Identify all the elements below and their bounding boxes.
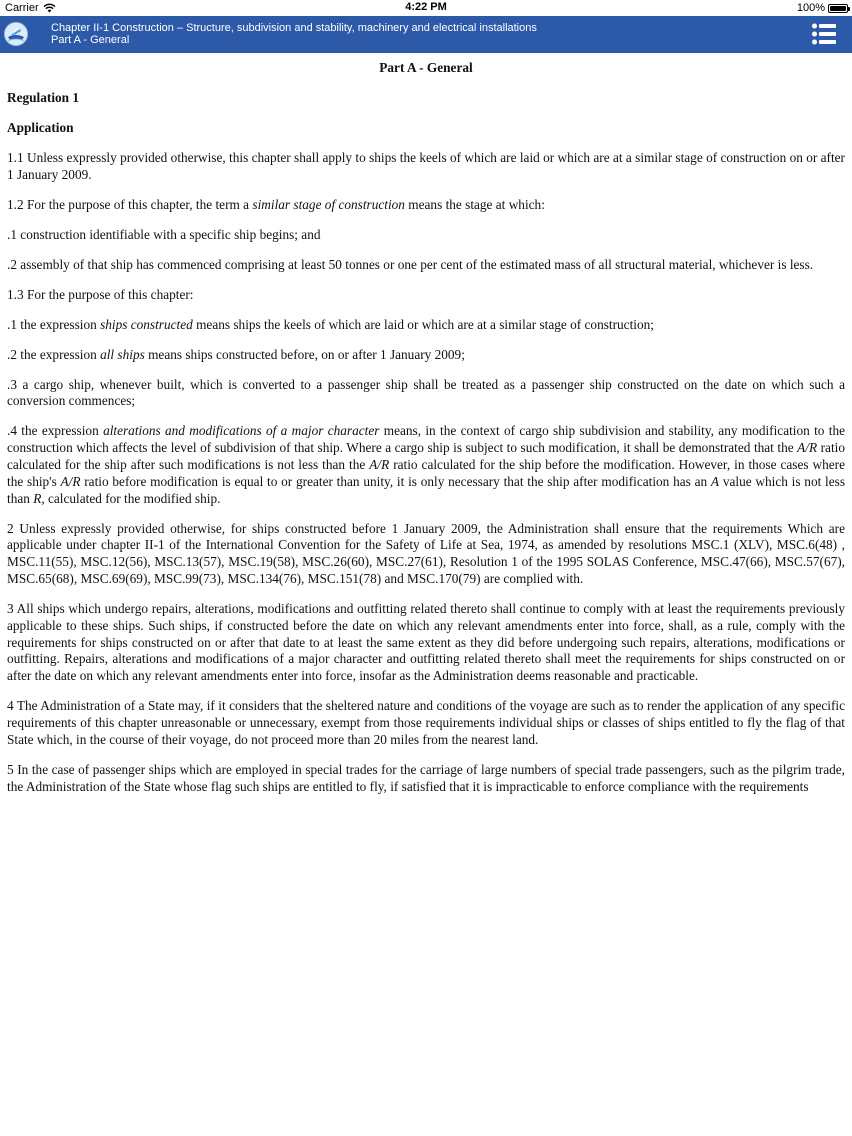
text-run: means ships the keels of which are laid or which are at a similar stage of construction; bbox=[192, 316, 654, 332]
defined-term: ships constructed bbox=[100, 316, 193, 332]
paragraph-2: 2 Unless expressly provided otherwise, for ships constructed before 1 January 2009, the Administration shall ensure that the requirements Which are applicable under chapter II-1 of the International Convention for the Safety of Life at Sea, 1974, as amended by resolutions MSC.1 (XLV), MSC.6(48) , MSC.11(55), MSC.12(56), MSC.13(57), MSC.19(58), MSC.26(60), MSC.27(61), Resolution 1 of the 1995 SOLAS Conference, MSC.47(66), MSC.57(67), MSC.65(68), MSC.69(69), MSC.99(73), MSC.134(76), MSC.151(78) and MSC.170(79) are complied with. bbox=[7, 520, 845, 586]
status-time: 4:22 PM bbox=[405, 1, 447, 13]
paragraph-1-3-2 bbox=[7, 347, 845, 364]
paragraph-1-3-1 bbox=[7, 317, 845, 334]
text-run: value which is not less than bbox=[7, 473, 846, 506]
header-title-chapter: Chapter II-1 Construction – Structure, subdivision and stability, machinery and electrical installations bbox=[51, 22, 537, 34]
document-content bbox=[7, 53, 845, 809]
paragraph-1-3: 1.3 For the purpose of this chapter: bbox=[7, 286, 194, 302]
text-run: means ships constructed before, on or after 1 January 2009; bbox=[144, 346, 465, 362]
text-run: means the stage at which: bbox=[404, 196, 545, 212]
battery-percent: 100% bbox=[796, 2, 825, 14]
text-run: .1 the expression bbox=[7, 316, 101, 332]
text-run: , calculated for the modified ship. bbox=[41, 490, 221, 506]
text-run: ratio calculated for the ship after such modifications is not less than the bbox=[7, 440, 845, 473]
text-run: means, in the context of cargo ship subdivision and stability, any modification to the construction which affects the level of subdivision of that ship. Where a cargo ship is subject to such modification, it shall be demonstrated that the bbox=[7, 423, 846, 456]
paragraph-1-3-3: .3 a cargo ship, whenever built, which is converted to a passenger ship shall be treated as a passenger ship constructed on the date on which such a conversion commences; bbox=[7, 376, 845, 409]
list-menu-icon[interactable] bbox=[812, 23, 836, 45]
application-heading: Application bbox=[7, 119, 74, 135]
paragraph-3: 3 All ships which undergo repairs, alterations, modifications and outfitting related thereto shall continue to comply with at least the requirements previously applicable to these ships. Such ships, if constructed before the date on which any relevant amendments enter into force, shall, as a rule, comply with the requirements for ships constructed on or after that date to at least the same extent as they did before undergoing such repairs, alterations, modifications or outfitting. Repairs, alterations and modifications of a major character and outfitting related thereto shall meet the requirements for ships constructed on or after the date on which any relevant amendments enter into force, insofar as the Administration deems reasonable and practicable. bbox=[7, 600, 845, 684]
regulation-heading: Regulation 1 bbox=[7, 89, 80, 105]
header-titles bbox=[51, 22, 537, 46]
carrier-label: Carrier bbox=[5, 2, 39, 14]
paragraph-1-2 bbox=[7, 197, 845, 214]
a-symbol: A bbox=[710, 473, 720, 489]
battery-fill bbox=[830, 6, 846, 11]
ar-symbol: A/R bbox=[60, 473, 81, 489]
text-run: .2 the expression bbox=[7, 346, 101, 362]
text-run: .4 the expression bbox=[7, 423, 104, 439]
defined-term: all ships bbox=[100, 346, 145, 362]
text-run: ratio calculated for the ship before the modification. However, in those cases where the ship's bbox=[7, 457, 845, 489]
defined-term: alterations and modifications of a major character bbox=[103, 423, 380, 439]
ar-symbol: A/R bbox=[797, 440, 818, 456]
paragraph-5: 5 In the case of passenger ships which are employed in special trades for the carriage of large numbers of special trade passengers, such as the pilgrim trade, the Administration of the State whose flag such ships are entitled to fly, if satisfied that it is impracticable to enforce compliance with the requirements bbox=[7, 761, 845, 794]
r-symbol: R bbox=[33, 490, 42, 506]
paragraph-1-3-4 bbox=[7, 423, 845, 507]
paragraph-1-2-1: .1 construction identifiable with a specific ship begins; and bbox=[7, 226, 321, 242]
paragraph-4: 4 The Administration of a State may, if it considers that the sheltered nature and conditions of the voyage are such as to render the application of any specific requirements of this chapter unreasonable or unnecessary, exempt from those requirements individual ships or classes of ships entitled to fly the flag of that State which, in the course of their voyage, do not proceed more than 20 miles from the nearest land. bbox=[7, 698, 845, 747]
paragraph-1-2-2: .2 assembly of that ship has commenced comprising at least 50 tonnes or one per cent of the estimated mass of all structural material, whichever is less. bbox=[7, 256, 814, 272]
part-title: Part A - General bbox=[379, 60, 473, 75]
app-header bbox=[0, 16, 852, 53]
status-bar bbox=[0, 0, 852, 16]
paragraph-1-1: 1.1 Unless expressly provided otherwise, this chapter shall apply to ships the keels of which are laid or which are at a similar stage of construction on or after 1 January 2009. bbox=[7, 149, 845, 182]
ar-symbol: A/R bbox=[369, 457, 390, 473]
header-title-part: Part A - General bbox=[51, 34, 130, 46]
text-run: ratio before modification is equal to or greater than unity, it is only necessary that the ship after modification has an bbox=[80, 473, 711, 489]
ship-logo-icon[interactable] bbox=[4, 22, 28, 46]
status-right bbox=[797, 2, 848, 14]
text-run: 1.2 For the purpose of this chapter, the term a bbox=[7, 196, 253, 212]
defined-term: similar stage of construction bbox=[252, 196, 405, 212]
battery-icon bbox=[828, 4, 848, 13]
